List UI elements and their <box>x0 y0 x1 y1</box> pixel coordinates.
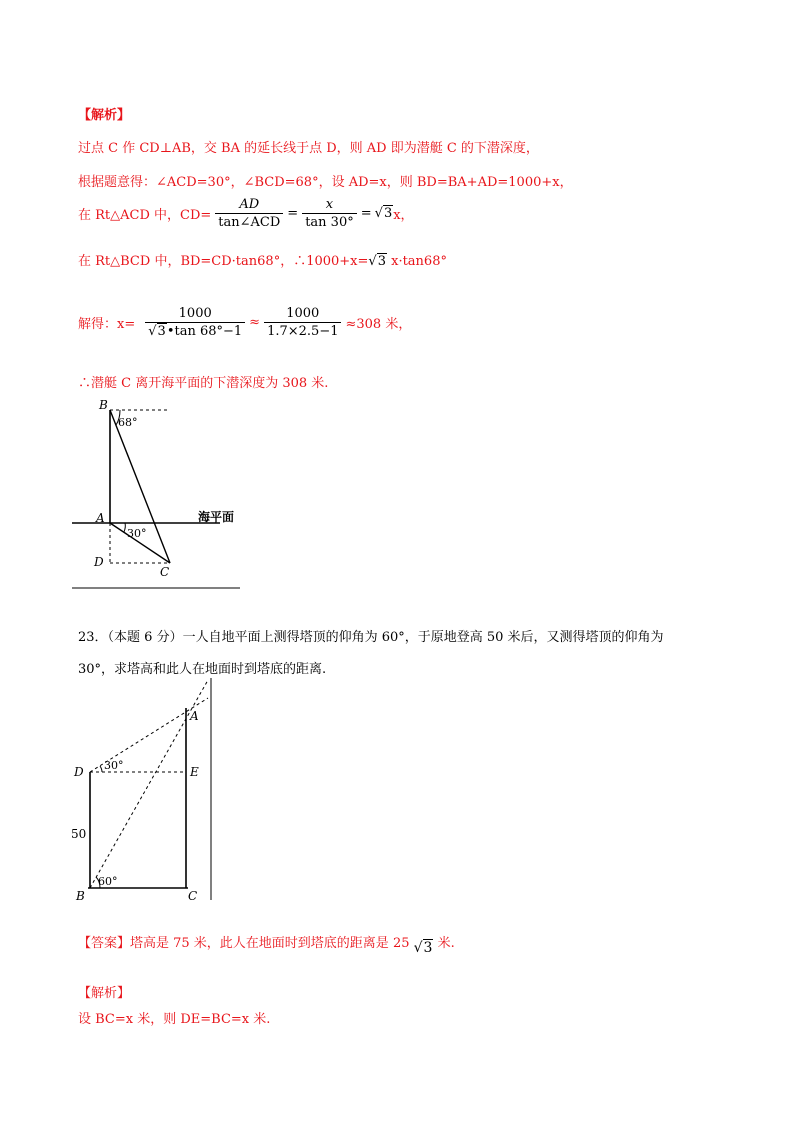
solve-approx2: ≈308 米， <box>345 317 412 332</box>
answer-prefix: 【答案】塔高是 75 米，此人在地面时到塔底的距离是 25 <box>78 936 410 951</box>
fig2-angle-60: 60° <box>98 875 118 888</box>
fig2-angle-30: 30° <box>104 759 124 772</box>
solve-frac1-den: √3•tan 68°−1 <box>148 324 243 339</box>
line3-eq2: = <box>360 206 372 221</box>
solve-frac2 <box>264 305 341 340</box>
analysis-line-4: 在 Rt△BCD 中，BD=CD·tan68°，∴1000+x=√3 x·tan68° <box>78 254 447 269</box>
line3-frac1-den: tan∠ACD <box>218 215 281 230</box>
solve-frac2-den: 1.7×2.5−1 <box>267 324 339 339</box>
question-23-line-1: 23．（本题 6 分）一人自地平面上测得塔顶的仰角为 60°，于原地登高 50 米后，又测得塔顶的仰角为 <box>78 630 664 645</box>
line3-prefix: 在 Rt△ACD 中，CD= <box>78 208 212 223</box>
line3-frac1-num: AD <box>215 196 283 214</box>
fig1-label-d: D <box>94 555 104 569</box>
fig1-angle-30: 30° <box>127 527 147 540</box>
analysis-line-1: 过点 C 作 CD⊥AB，交 BA 的延长线于点 D，则 AD 即为潜艇 C 的下潜深度， <box>78 141 539 156</box>
solve-frac1 <box>145 305 245 340</box>
line3-frac2-den: tan 30° <box>305 215 354 230</box>
fig2-label-a: A <box>190 709 199 723</box>
line3-frac2 <box>302 196 357 231</box>
analysis-2-heading: 【解析】 <box>78 986 131 1001</box>
figure-submarine <box>70 395 250 595</box>
fig2-label-50: 50 <box>71 827 87 841</box>
fig2-label-c: C <box>188 889 198 903</box>
fig1-label-a: A <box>96 511 105 525</box>
answer-sqrt: √3 <box>413 940 433 956</box>
fig1-label-c: C <box>160 565 170 579</box>
solve-frac1-num: 1000 <box>145 305 245 323</box>
fig2-label-d: D <box>74 765 84 779</box>
fig1-label-b: B <box>99 398 108 412</box>
line3-suffix: x， <box>393 208 414 223</box>
line3-sqrt: √3 <box>374 206 393 221</box>
line3-frac2-num: x <box>302 196 357 214</box>
analysis-line-3 <box>78 196 414 231</box>
question-23-line-2: 30°，求塔高和此人在地面时到塔底的距离. <box>78 662 327 677</box>
line3-frac1 <box>215 196 283 231</box>
solve-approx1: ≈ <box>249 315 261 330</box>
fig1-sea-label: 海平面 <box>198 510 235 524</box>
conclusion: ∴潜艇 C 离开海平面的下潜深度为 308 米. <box>78 376 329 391</box>
fig2-label-e: E <box>190 765 199 779</box>
solve-line <box>78 305 411 340</box>
solve-prefix: 解得：x= <box>78 317 136 332</box>
line4-sqrt: √3 <box>368 254 386 269</box>
solve-frac2-num: 1000 <box>264 305 341 323</box>
analysis-heading: 【解析】 <box>78 108 131 123</box>
analysis-2-line-1: 设 BC=x 米，则 DE=BC=x 米. <box>78 1012 271 1027</box>
line3-eq: = <box>287 206 299 221</box>
fig2-label-b: B <box>76 889 85 903</box>
analysis-line-2: 根据题意得：∠ACD=30°，∠BCD=68°，设 AD=x，则 BD=BA+AD=1000+x， <box>78 175 573 190</box>
answer-suffix: 米. <box>437 936 455 951</box>
fig1-angle-68: 68° <box>118 416 138 429</box>
figure-tower <box>68 678 218 903</box>
answer-line <box>78 932 455 956</box>
